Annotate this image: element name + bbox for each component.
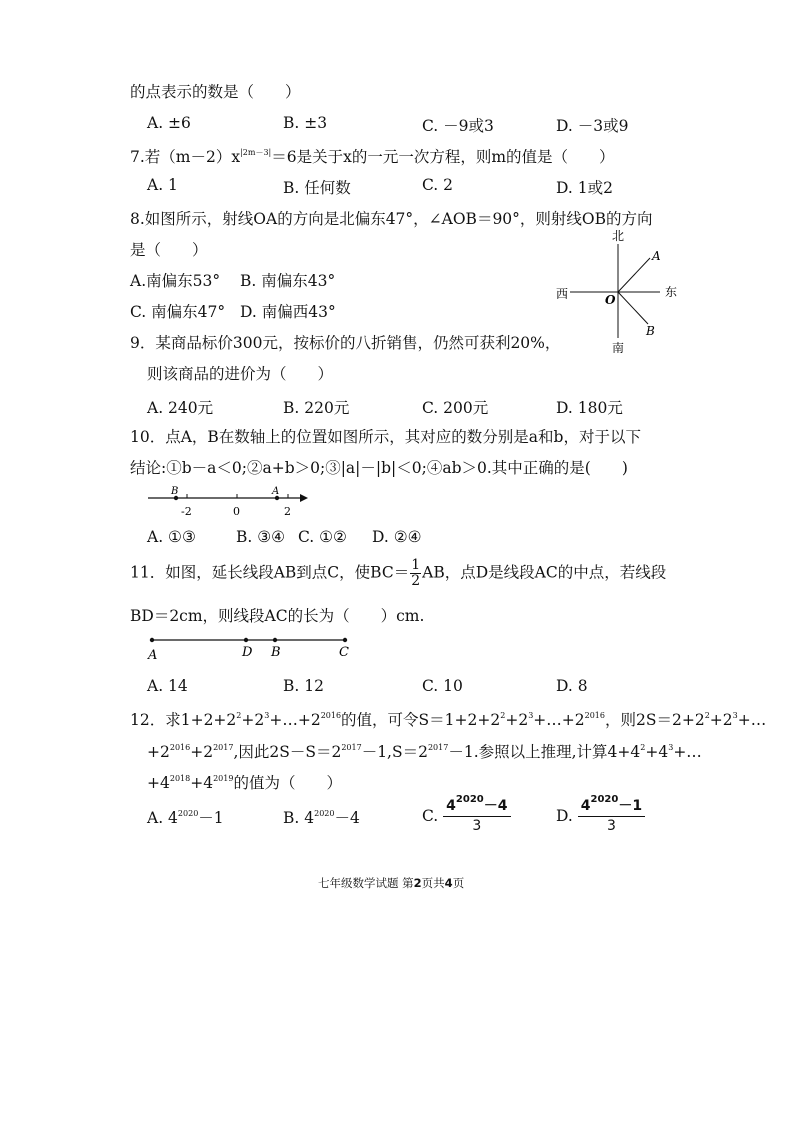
point-b-label: B: [271, 645, 281, 660]
page-footer: 七年级数学试题 第2页共4页: [318, 876, 465, 890]
q6-option-b: B. ±3: [283, 114, 328, 132]
fraction-option-d: $\frac{4^{2020}-1}{3}$: [578, 797, 645, 835]
west-label: 西: [556, 287, 569, 301]
q10-option-d: D. ②④: [372, 528, 422, 546]
q8-option-c: C. 南偏东47°: [130, 303, 226, 321]
tick-label: 0: [233, 505, 240, 518]
q6-option-d: D. －3或9: [556, 117, 629, 135]
q8-option-d: D. 南偏西43°: [240, 303, 336, 321]
q12-stem-line2: $+2^{2016}+2^{2017}$,因此$2S-S=2^{2017}-1,S=2^{2017}-1$.参照以上推理,计算$4+4^2+4^3+\dots$: [147, 743, 702, 761]
q12-option-d: D. $\frac{4^{2020}-1}{3}$: [556, 797, 645, 835]
q9-option-b: B. 220元: [283, 399, 350, 417]
point-c-label: C: [339, 645, 349, 660]
fraction-one-half: $\frac{1}{2}$: [411, 557, 421, 589]
q7-option-a: A. 1: [147, 176, 178, 194]
q11-option-c: C. 10: [422, 677, 463, 695]
north-label: 北: [612, 229, 625, 243]
q9-option-a: A. 240元: [147, 399, 214, 417]
q11-option-b: B. 12: [283, 677, 324, 695]
point-b-label: B: [171, 486, 179, 497]
ray-ob: [618, 292, 648, 324]
q12-stem-line3: $+4^{2018}+4^{2019}$的值为（ ）: [147, 774, 342, 792]
q12-stem-line1: 12．求$1+2+2^2+2^3+\dots+2^{2016}$的值，可令$S=1+2+2^2+2^3+\dots+2^{2016}$，则$2S=2+2^2+2^3+\dots$: [130, 711, 767, 729]
q12-option-b: B. $4^{2020}-4$: [283, 809, 360, 827]
q8-stem: 8.如图所示，射线OA的方向是北偏东47°，∠AOB＝90°，则射线OB的方向: [130, 210, 653, 228]
q11-option-d: D. 8: [556, 677, 588, 695]
q10-number-line: [140, 484, 310, 520]
q8-direction-figure: [548, 228, 698, 356]
q7-stem: 7.若$(m-2)x^{|2m-3|}=6$是关于x的一元一次方程，则m的值是（ ）: [130, 148, 615, 166]
point-a-label: A: [148, 648, 158, 662]
q11-option-a: A. 14: [147, 677, 188, 695]
q11-stem: 11．如图，延长线段AB到点C，使BC＝ $\frac{1}{2}$ AB，点D是线段AC的中点，若线段: [130, 557, 667, 589]
q7-option-d: D. 1或2: [556, 179, 613, 197]
tick-label: -2: [181, 505, 192, 518]
q11-segment-figure: [140, 630, 360, 662]
ray-oa: [618, 258, 650, 292]
point-d: [244, 638, 248, 642]
q9-option-c: C. 200元: [422, 399, 489, 417]
point-d-label: D: [242, 645, 253, 660]
point-b: [273, 638, 277, 642]
q10-option-c: C. ①②: [298, 528, 347, 546]
q12-option-a: A. $4^{2020}-1$: [147, 809, 224, 827]
q8-stem-cont: 是（ ）: [130, 241, 208, 259]
q10-option-b: B. ③④: [236, 528, 286, 546]
q9-stem: 9．某商品标价300元，按标价的八折销售，仍然可获利20%，: [130, 334, 561, 352]
q6-option-a: A. ±6: [147, 114, 191, 132]
q7-option-b: B. 任何数: [283, 179, 351, 197]
q10-option-a: A. ①③: [147, 528, 196, 546]
q6-option-c: C. －9或3: [422, 117, 494, 135]
q8-option-a: A.南偏东53°: [130, 272, 221, 290]
tick-label: 2: [284, 505, 291, 518]
origin-label: O: [605, 293, 616, 307]
q7-option-c: C. 2: [422, 176, 454, 194]
q9-stem-cont: 则该商品的进价为（ ）: [147, 365, 334, 383]
q9-option-d: D. 180元: [556, 399, 623, 417]
fraction-option-c: $\frac{4^{2020}-4}{3}$: [443, 797, 510, 835]
q12-option-c: C. $\frac{4^{2020}-4}{3}$: [422, 797, 511, 835]
q10-stem: 10．点A，B在数轴上的位置如图所示，其对应的数分别是a和b，对于以下: [130, 428, 641, 446]
point-a-label: A: [652, 249, 661, 263]
east-label: 东: [665, 285, 678, 299]
q11-stem-cont: BD＝2cm，则线段AC的长为（ ）cm.: [130, 607, 425, 625]
point-a-label: A: [272, 486, 280, 497]
q10-stem-cont: 结论:①b－a＜0;②a+b＞0;③|a|－|b|＜0;④ab＞0.其中正确的是( ): [130, 459, 628, 477]
point-b-label: B: [646, 324, 655, 338]
q8-option-b: B. 南偏东43°: [240, 272, 336, 290]
point-c: [343, 638, 347, 642]
south-label: 南: [612, 341, 625, 355]
point-a: [150, 638, 154, 642]
q6-stem-tail: 的点表示的数是（ ）: [130, 83, 301, 101]
